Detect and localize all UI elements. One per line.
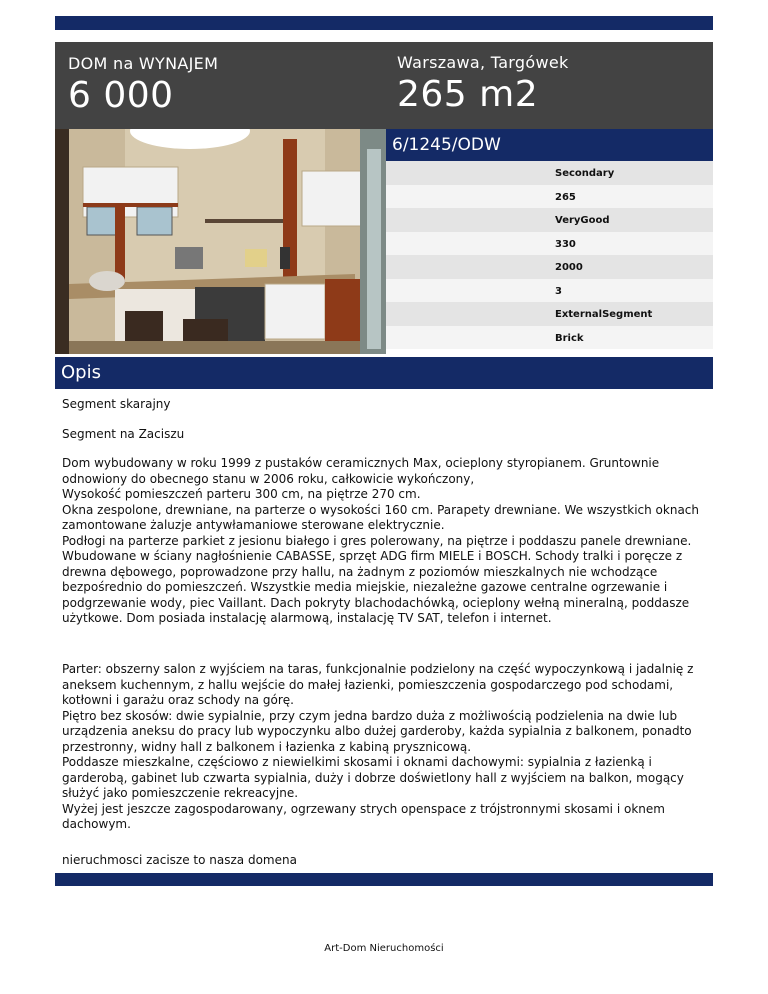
listing-location: Warszawa, Targówek: [397, 53, 569, 72]
description-heading: Opis: [55, 357, 713, 389]
property-floors: 3: [386, 279, 713, 303]
listing-header: [55, 42, 713, 129]
header-right: [397, 53, 569, 115]
property-photo: [55, 129, 386, 354]
description-paragraph: Segment skarajny: [62, 397, 171, 411]
listing-area: 265 m2: [397, 74, 539, 115]
property-lot-area: 330: [386, 232, 713, 256]
description-paragraph: nieruchmosci zacisze to nasza domena: [62, 852, 297, 867]
property-building-type: ExternalSegment: [386, 302, 713, 326]
top-accent-bar: [55, 16, 713, 30]
bottom-accent-bar: [55, 873, 713, 886]
description-paragraph: Parter: obszerny salon z wyjściem na taras, funkcjonalnie podzielony na część wypoczynkową i jadalnię z aneksem kuchennym, z hallu wejście do małej łazienki, pomieszczenia gospodarczego pod schodami, kotłowni i garażu oraz schody na górę. Piętro bez skosów: dwie sypialnie, przy czym jedna bardzo duża z możliwością podzielenia na dwie lub urządzenia aneksu do pracy lub wypoczynku albo dużej garderoby, każda sypialnia z balkonem, ponadto przestronny, widny hall z balkonem i łazienka z kabiną prysznicową. Poddasze mieszkalne, częściowo z niewielkimi skosami i oknami dachowymi: sypialnia z łazienką i garderobą, gabinet lub czwarta sypialnia, duży i dobrze doświetlony hall z wyjściem na balkon, mogący służyć jako pomieszczenie rekreacyjne. Wyżej jest jeszcze zagospodarowany, ogrzewany strych openspace z trójstronnymi skosami i oknem dachowym.: [62, 662, 694, 831]
description-body: [62, 397, 712, 868]
description-paragraph: Dom wybudowany w roku 1999 z pustaków ceramicznych Max, ocieplony styropianem. Gruntownie odnowiony do obecnego stanu w 2006 roku, całkowicie wykończony, Wysokość pomieszczeń parteru 300 cm, na piętrze 270 cm. Okna zespolone, drewniane, na parterze o wysokości 160 cm. Parapety drewniane. We wszystkich oknach zamontowane żaluzje antywłamaniowe sterowane elektrycznie. Podłogi na parterze parkiet z jesionu białego i gres polerowany, na piętrze i poddaszu panele drewniane. Wbudowane w ściany nagłośnienie CABASSE, sprzęt ADG firm MIELE i BOSCH. Schody tralki i poręcze z drewna dębowego, poprowadzone przy hallu, na żadnym z poziomów mieszkalnych nie wchodzące bezpośrednio do pomieszczeń. Wszystkie media miejskie, niezależne gazowe centralne ogrzewanie i podgrzewanie wody, piec Vaillant. Dach pokryty blachodachówką, ocieplony wełną mineralną, poddasze użytkowe. Dom posiada instalację alarmową, instalację TV SAT, telefon i internet.: [62, 456, 699, 625]
listing-price: 6 000: [68, 75, 174, 116]
property-area: 265: [386, 185, 713, 209]
property-year: 2000: [386, 255, 713, 279]
property-market: Secondary: [386, 161, 713, 185]
listing-type: DOM na WYNAJEM: [68, 54, 219, 73]
property-condition: VeryGood: [386, 208, 713, 232]
property-material: Brick: [386, 326, 713, 350]
agency-footer: Art-Dom Nieruchomości: [324, 943, 444, 954]
listing-reference: 6/1245/ODW: [386, 129, 713, 161]
property-list: [386, 161, 713, 349]
description-paragraph: Segment na Zaciszu: [62, 426, 185, 441]
header-left: [68, 54, 218, 116]
